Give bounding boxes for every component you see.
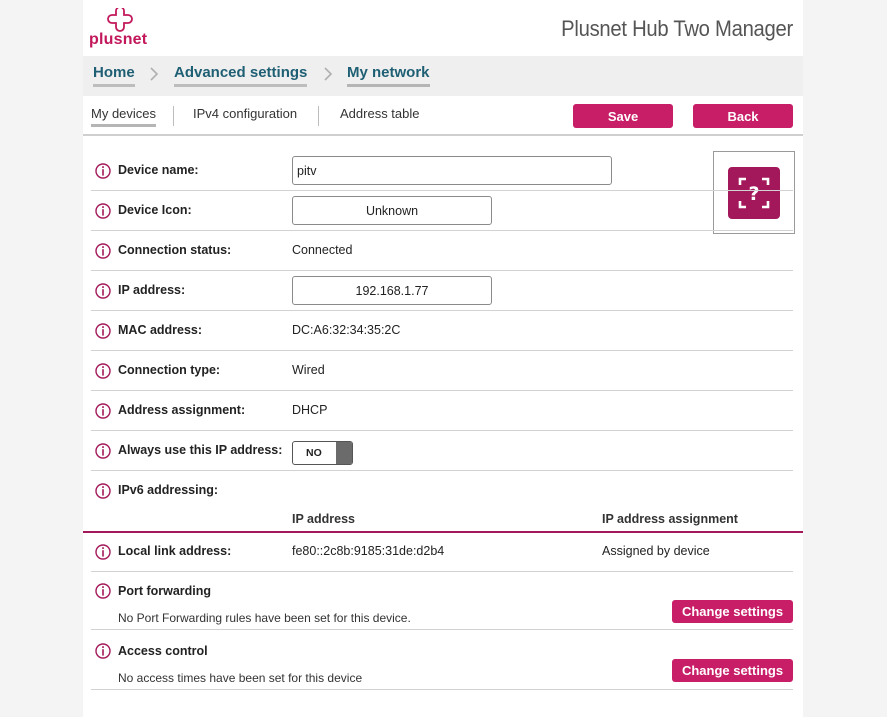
- breadcrumb: [83, 56, 803, 96]
- plusnet-cross-icon: [89, 8, 159, 32]
- access-control-section: [91, 630, 793, 690]
- device-name-label: Device name:: [118, 163, 199, 177]
- save-button[interactable]: Save: [573, 104, 673, 128]
- ipv6-col-assignment: IP address assignment: [602, 512, 738, 526]
- tab-ipv4-configuration[interactable]: IPv4 configuration: [193, 106, 298, 121]
- always-use-ip-toggle[interactable]: [292, 441, 353, 465]
- connection-type-value: Wired: [292, 363, 325, 377]
- toggle-knob[interactable]: [336, 442, 352, 464]
- tab-bar: [83, 96, 803, 136]
- ipv6-col-ip-address: IP address: [292, 512, 356, 526]
- tab-separator: [173, 106, 174, 126]
- logo-text: plusnet: [89, 31, 148, 48]
- device-name-input[interactable]: [292, 156, 612, 185]
- back-button[interactable]: Back: [693, 104, 793, 128]
- info-icon[interactable]: [95, 163, 111, 179]
- address-assignment-value: DHCP: [292, 403, 328, 417]
- connection-status-value: Connected: [292, 243, 353, 257]
- connection-type-row: [91, 351, 793, 391]
- info-icon[interactable]: [95, 544, 111, 560]
- breadcrumb-my-network[interactable]: My network: [347, 64, 430, 87]
- info-icon[interactable]: [95, 443, 111, 459]
- toggle-state-label: NO: [306, 447, 322, 459]
- port-forwarding-title: Port forwarding: [118, 584, 212, 598]
- port-forwarding-change-settings-button[interactable]: Change settings: [672, 600, 793, 623]
- connection-status-row: [91, 231, 793, 271]
- ipv6-addressing-label: IPv6 addressing:: [118, 483, 219, 497]
- local-link-assignment: Assigned by device: [602, 544, 710, 558]
- address-assignment-row: [91, 391, 793, 431]
- address-assignment-label: Address assignment:: [118, 403, 246, 417]
- hub-manager-page: [83, 0, 803, 717]
- left-gutter: [0, 0, 83, 717]
- mac-address-label: MAC address:: [118, 323, 203, 337]
- device-icon-label: Device Icon:: [118, 203, 192, 217]
- device-icon-row: [91, 191, 793, 231]
- device-name-row: [91, 151, 793, 191]
- local-link-ip: fe80::2c8b:9185:31de:d2b4: [292, 544, 445, 558]
- access-control-description: No access times have been set for this device: [118, 671, 363, 685]
- access-control-change-settings-button[interactable]: Change settings: [672, 659, 793, 682]
- device-icon-select[interactable]: Unknown: [292, 196, 492, 225]
- info-icon[interactable]: [95, 583, 111, 599]
- info-icon[interactable]: [95, 363, 111, 379]
- connection-status-label: Connection status:: [118, 243, 232, 257]
- ipv6-addressing-section: [91, 471, 793, 531]
- info-icon[interactable]: [95, 643, 111, 659]
- always-use-ip-label: Always use this IP address:: [118, 443, 283, 457]
- chevron-right-icon: [323, 66, 333, 82]
- connection-type-label: Connection type:: [118, 363, 221, 377]
- svg-text:?: ?: [748, 183, 760, 205]
- access-control-title: Access control: [118, 644, 208, 658]
- info-icon[interactable]: [95, 323, 111, 339]
- info-icon[interactable]: [95, 283, 111, 299]
- breadcrumb-advanced-settings[interactable]: Advanced settings: [174, 64, 307, 87]
- app-title: Plusnet Hub Two Manager: [561, 16, 793, 41]
- mac-address-row: [91, 311, 793, 351]
- info-icon[interactable]: [95, 243, 111, 259]
- ip-address-row: [91, 271, 793, 311]
- tab-address-table[interactable]: Address table: [340, 106, 420, 121]
- table-row: [91, 533, 793, 572]
- tab-separator: [318, 106, 319, 126]
- port-forwarding-description: No Port Forwarding rules have been set for this device.: [118, 611, 411, 625]
- ip-address-label: IP address:: [118, 283, 186, 297]
- info-icon[interactable]: [95, 403, 111, 419]
- chevron-right-icon: [149, 66, 159, 82]
- mac-address-value: DC:A6:32:34:35:2C: [292, 323, 401, 337]
- always-use-ip-row: [91, 431, 793, 471]
- port-forwarding-section: [91, 572, 793, 630]
- ip-address-input[interactable]: [292, 276, 492, 305]
- local-link-label: Local link address:: [118, 544, 232, 558]
- info-icon[interactable]: [95, 483, 111, 499]
- breadcrumb-home[interactable]: Home: [93, 64, 135, 87]
- tab-my-devices[interactable]: My devices: [91, 106, 156, 127]
- info-icon[interactable]: [95, 203, 111, 219]
- right-gutter: [803, 0, 887, 717]
